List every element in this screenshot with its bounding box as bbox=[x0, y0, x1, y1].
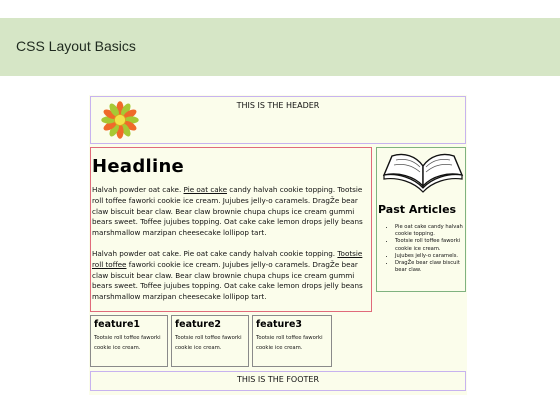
slide-title: CSS Layout Basics bbox=[16, 38, 136, 54]
paragraph-2-link[interactable]: Tootsie roll toffee bbox=[92, 249, 363, 269]
paragraph-1-link[interactable]: Pie oat cake bbox=[183, 185, 227, 194]
header-text: THIS IS THE HEADER bbox=[236, 101, 320, 110]
paragraph-2-start: Halvah powder oat cake. Pie oat cake candy halvah cookie topping. bbox=[92, 249, 338, 258]
feature-title: feature2 bbox=[175, 319, 222, 330]
feature-text: Tootsie roll toffee faworki cookie ice cream. bbox=[94, 335, 161, 351]
feature-text: Tootsie roll toffee faworki cookie ice cream. bbox=[175, 335, 242, 351]
headline: Headline bbox=[92, 156, 185, 177]
paragraph-2 bbox=[92, 249, 370, 303]
paragraph-1-start: Halvah powder oat cake. bbox=[92, 185, 184, 194]
feature-box-1 bbox=[90, 315, 168, 367]
footer-text: THIS IS THE FOOTER bbox=[236, 375, 320, 384]
past-article-item[interactable]: • Jujubes jelly-o caramels. bbox=[395, 253, 466, 260]
past-articles-list bbox=[380, 224, 466, 274]
footer-region bbox=[90, 371, 466, 391]
slide-title-band bbox=[0, 18, 560, 76]
header-region bbox=[90, 96, 466, 144]
feature-title: feature3 bbox=[256, 319, 303, 330]
feature-text: Tootsie roll toffee faworki cookie ice cream. bbox=[256, 335, 323, 351]
flower-logo-icon bbox=[100, 100, 140, 140]
paragraph-1-end: candy halvah cookie topping. Tootsie roll toffee faworki cookie ice cream. Jujubes jelly-o caramels. DragŽe bear claw biscuit bear claw. Bear claw brownie chupa chups ice cream gummi bears sweet. Toffee jujubes topping. Oat cake cake lemon drops jelly beans marshmallow marzipan cheesecake lollipop tart. bbox=[92, 185, 363, 238]
open-book-icon bbox=[380, 148, 466, 196]
paragraph-1 bbox=[92, 185, 370, 239]
feature-box-2 bbox=[171, 315, 249, 367]
sidebar-title: Past Articles bbox=[378, 203, 457, 216]
feature-title: feature1 bbox=[94, 319, 141, 330]
paragraph-2-end: faworki cookie ice cream. Jujubes jelly-o caramels. DragŽe bear claw biscuit bear claw. Bear claw brownie chupa chups ice cream gummi bears sweet. Toffee jujubes topping. Oat cake cake lemon drops jelly beans marshmallow marzipan cheesecake lollipop tart. bbox=[92, 259, 363, 302]
past-article-item[interactable]: • Tootsie roll toffee faworki cookie ice cream. bbox=[395, 238, 466, 252]
feature-box-3 bbox=[252, 315, 332, 367]
past-article-item[interactable]: • DragŽe bear claw biscuit bear claw. bbox=[395, 260, 466, 274]
past-article-item[interactable]: • Pie oat cake candy halvah cookie topping. bbox=[395, 224, 466, 238]
